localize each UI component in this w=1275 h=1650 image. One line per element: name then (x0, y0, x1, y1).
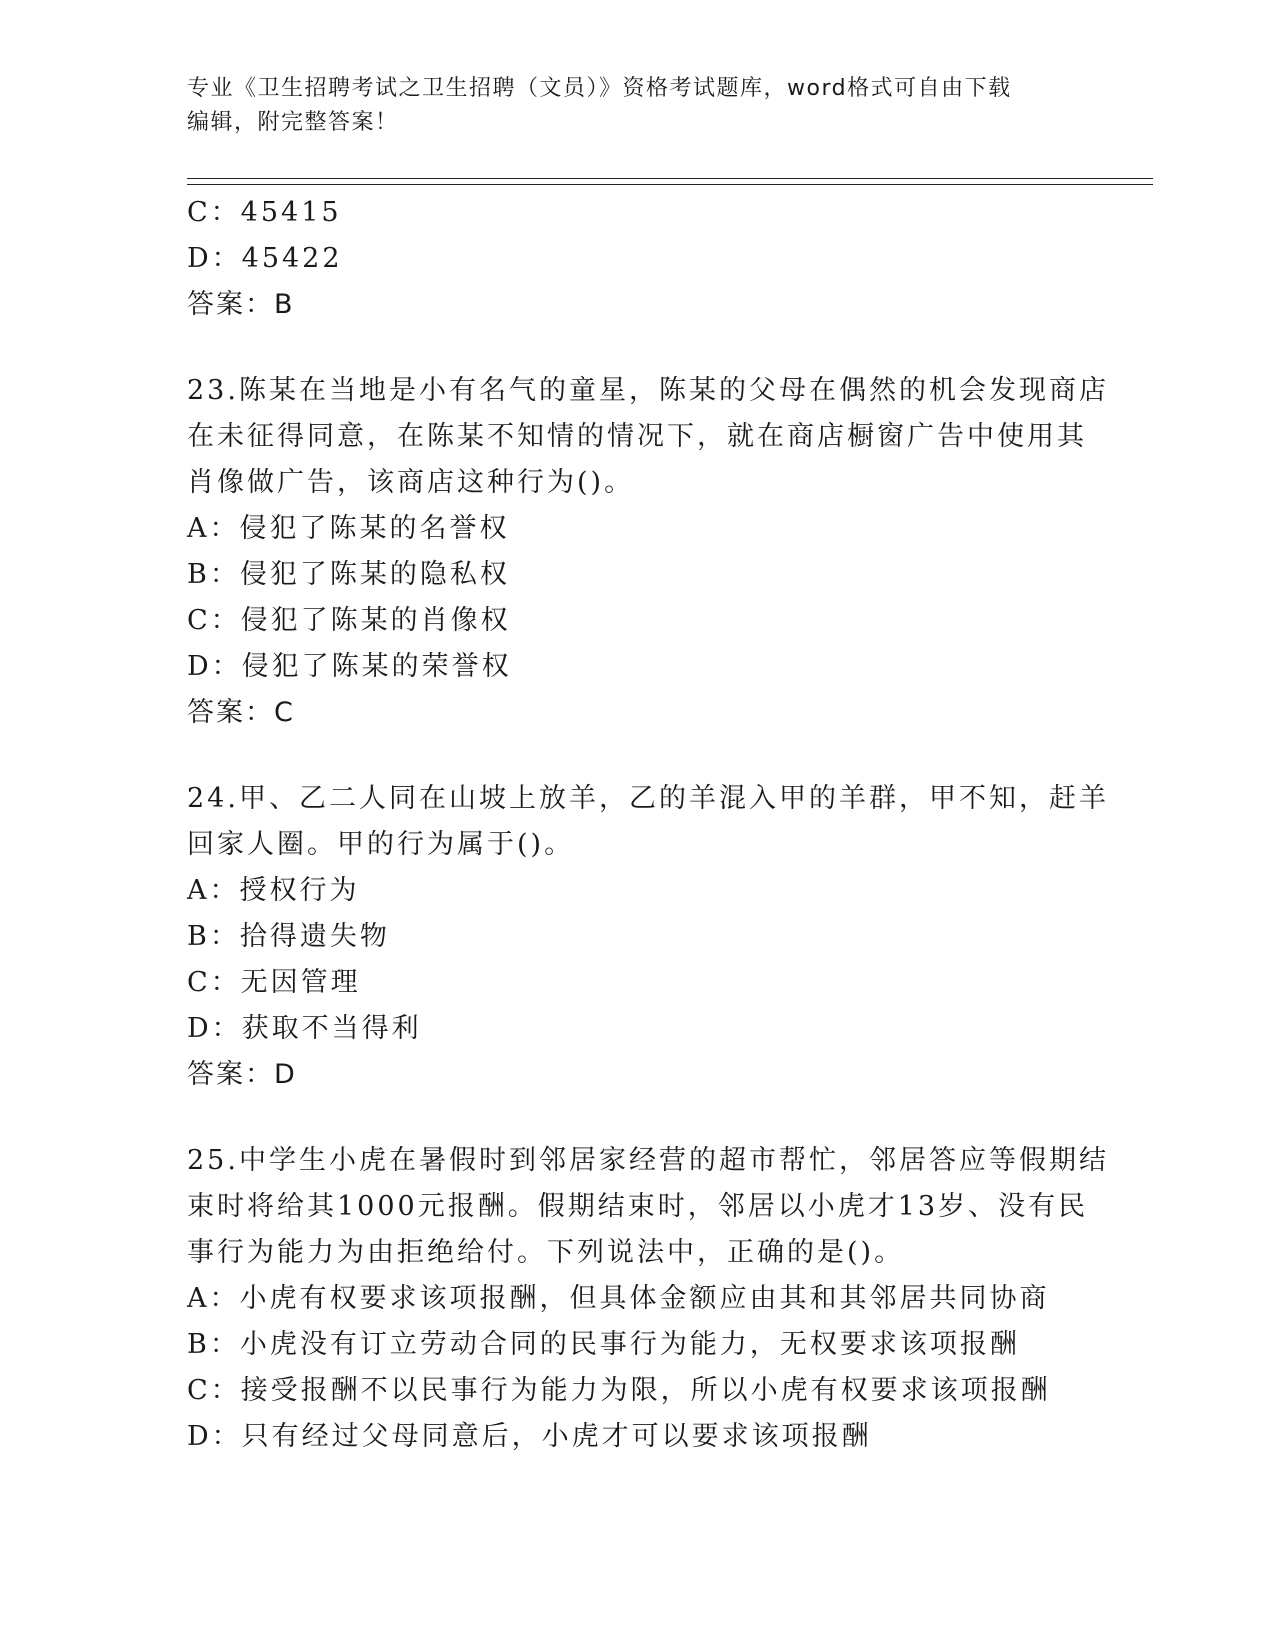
option-a: A：授权行为 (187, 875, 360, 906)
option-b: B：侵犯了陈某的隐私权 (187, 559, 510, 590)
document-header (187, 72, 1067, 140)
option-b: B：小虎没有订立劳动合同的民事行为能力，无权要求该项报酬 (187, 1329, 1020, 1360)
option-d: D：只有经过父母同意后，小虎才可以要求该项报酬 (187, 1421, 872, 1452)
stem-line: 23.陈某在当地是小有名气的童星，陈某的父母在偶然的机会发现商店 (187, 375, 1109, 406)
option-c: C：接受报酬不以民事行为能力为限，所以小虎有权要求该项报酬 (187, 1375, 1051, 1406)
option-c: C：45415 (187, 197, 342, 228)
question-23 (187, 368, 1109, 736)
option-b: B：拾得遗失物 (187, 921, 390, 952)
option-d: D：45422 (187, 243, 343, 274)
answer-line: 答案：B (187, 289, 295, 320)
question-stem (187, 368, 1109, 506)
stem-line: 25.中学生小虎在暑假时到邻居家经营的超市帮忙，邻居答应等假期结 (187, 1145, 1109, 1176)
stem-line: 24.甲、乙二人同在山坡上放羊，乙的羊混入甲的羊群，甲不知，赶羊 (187, 783, 1109, 814)
option-c: C：侵犯了陈某的肖像权 (187, 605, 511, 636)
question-24 (187, 776, 1109, 1098)
stem-line: 事行为能力为由拒绝给付。下列说法中，正确的是()。 (187, 1237, 905, 1268)
question-stem (187, 1138, 1109, 1276)
question-stem (187, 776, 1109, 868)
stem-line: 肖像做广告，该商店这种行为()。 (187, 467, 635, 498)
question-content (187, 190, 1109, 1460)
option-d: D：侵犯了陈某的荣誉权 (187, 651, 512, 682)
question-25 (187, 1138, 1109, 1460)
answer-line: 答案：D (187, 1059, 297, 1090)
option-a: A：侵犯了陈某的名誉权 (187, 513, 510, 544)
header-divider-bottom (187, 184, 1153, 185)
option-c: C：无因管理 (187, 967, 361, 998)
answer-line: 答案：C (187, 697, 295, 728)
option-a: A：小虎有权要求该项报酬，但具体金额应由其和其邻居共同协商 (187, 1283, 1050, 1314)
header-line-1: 专业《卫生招聘考试之卫生招聘（文员）》资格考试题库，word格式可自由下载 (187, 76, 1012, 101)
header-divider-top (187, 178, 1153, 179)
stem-line: 回家人圈。甲的行为属于()。 (187, 829, 575, 860)
header-line-2: 编辑，附完整答案！ (187, 110, 399, 135)
continued-question (187, 190, 1087, 328)
option-d: D：获取不当得利 (187, 1013, 422, 1044)
stem-line: 束时将给其1000元报酬。假期结束时，邻居以小虎才13岁、没有民 (187, 1191, 1089, 1222)
stem-line: 在未征得同意，在陈某不知情的情况下，就在商店橱窗广告中使用其 (187, 421, 1087, 452)
